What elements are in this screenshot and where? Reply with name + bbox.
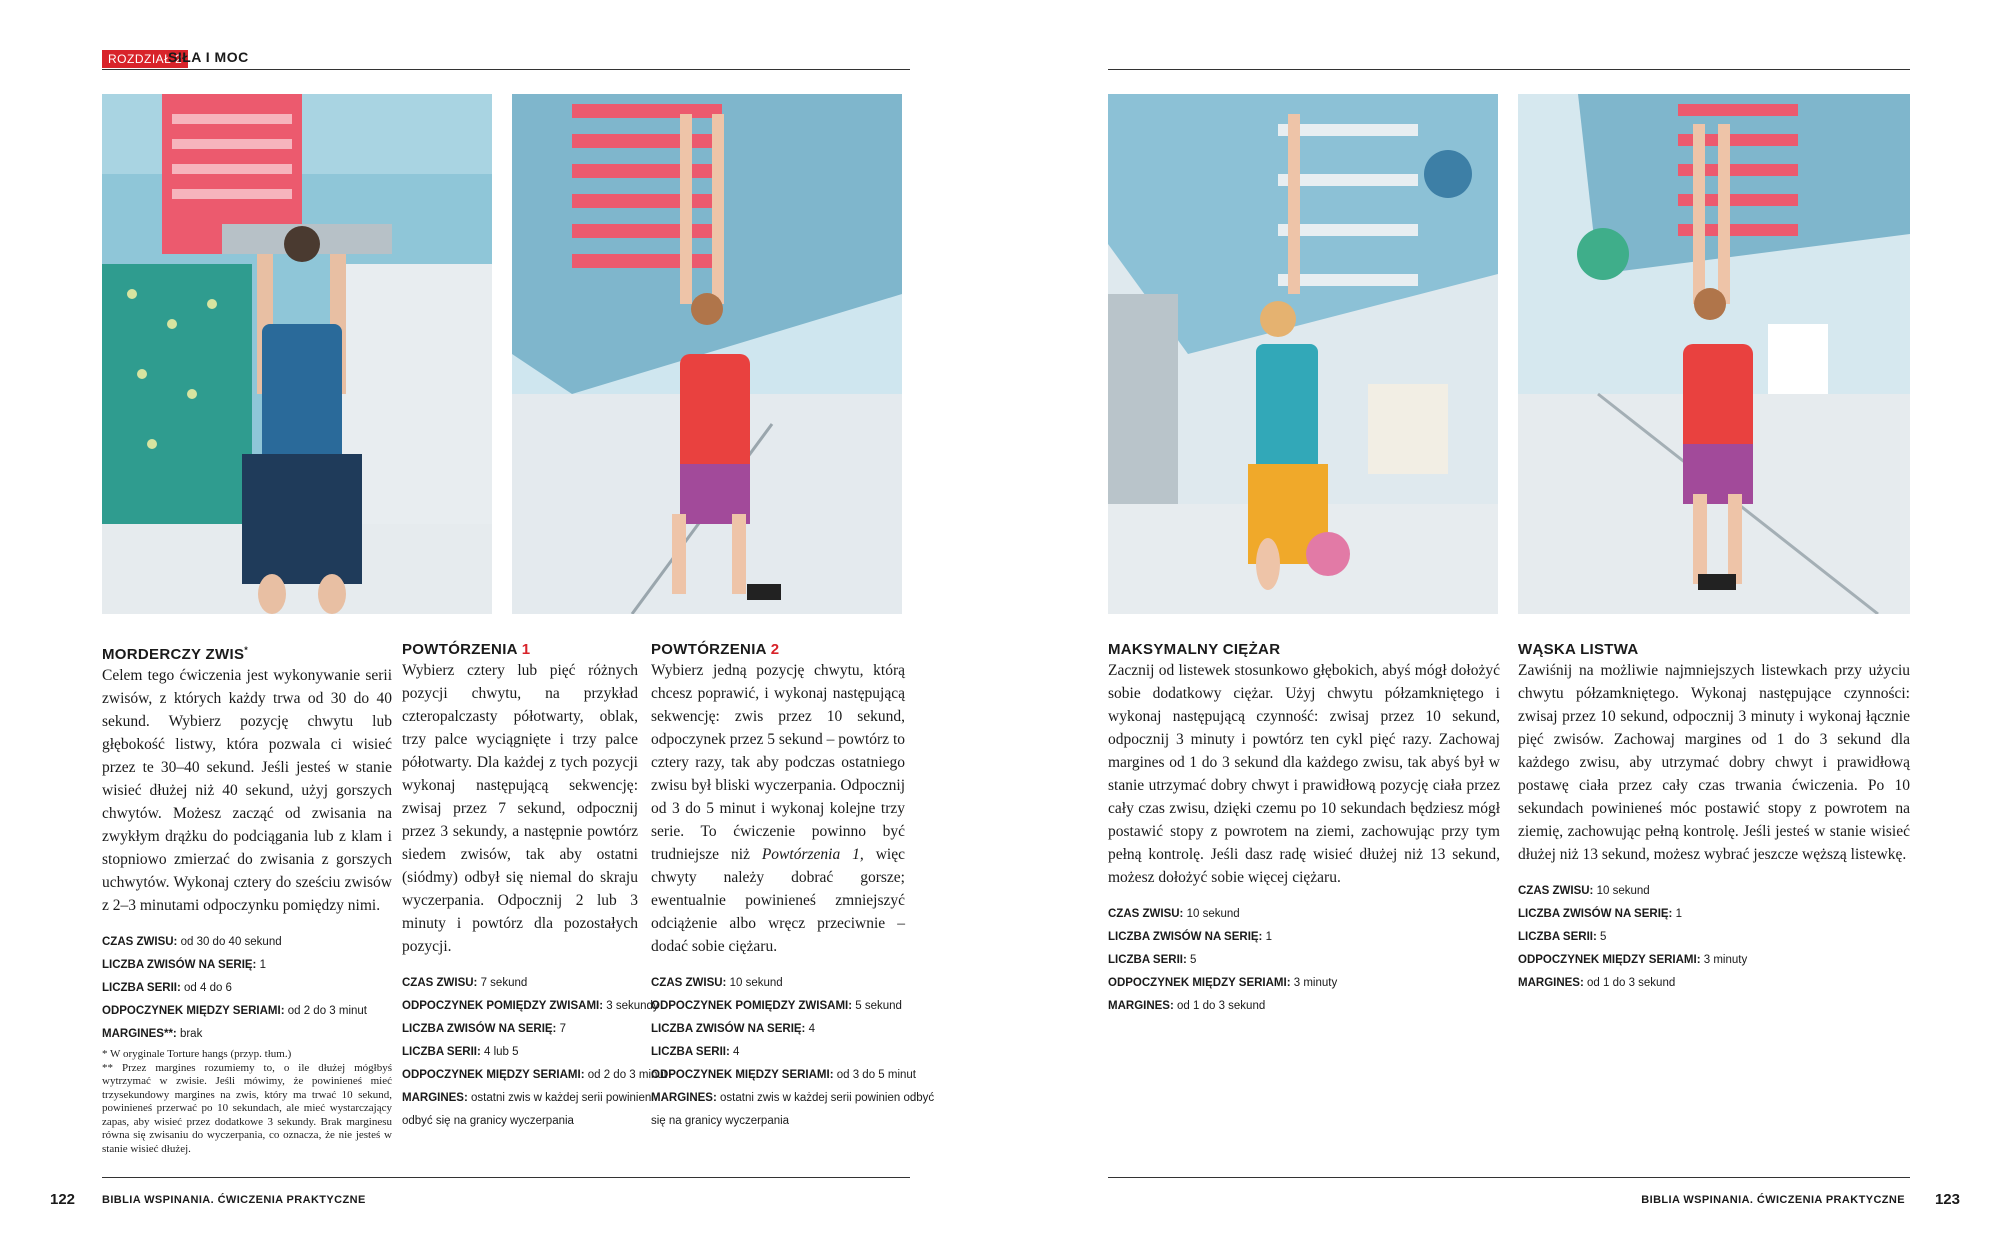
exercise-body: Wybierz jedną pozycję chwytu, którą chcesz poprawić, i wykonaj następującą sekwencję: zwis przez 10 sekund, odpoczynek przez 5 sekund – powtórz to cztery razy, tak aby podczas ostatniego zwisu był bliski wyczerpania. Odpocznij od 3 do 5 minut i wykonaj kolejne trzy serie. To ćwiczenie powinno być trudniejsze niż Powtórzenia 1, więc chwyty należy dobrać gorsze; ewentualnie powinieneś zmniejszyć odciążenie albo wręcz przeciwnie – dodać sobie ciężaru. [651,662,905,955]
header-rule-right [1108,69,1910,70]
footer-rule-right [1108,1177,1910,1178]
photo-maksymalny-ciezar [1108,94,1498,614]
exercise-waska-listwa [1518,641,1910,995]
exercise-specs: CZAS ZWISU: 7 sekund ODPOCZYNEK POMIĘDZY ZWISAMI: 3 sekundy LICZBA ZWISÓW NA SERIĘ: 7 LICZBA SERII: 4 lub 5 ODPOCZYNEK MIĘDZY SERIAMI: od 2 do 3 minut MARGINES: ostatni zwis w każdej serii powinien odbyć się na granicy wyczerpania [402,977,668,1127]
exercise-title: MORDERCZY ZWIS* [102,645,249,663]
footnote-1: * W oryginale Torture hangs (przyp. tłum.) [102,1048,292,1060]
exercise-powtorzenia-1 [402,641,668,1133]
photo-waska-listwa [1518,94,1910,614]
exercise-title: POWTÓRZENIA 1 [402,641,531,658]
chapter-tag: ROZDZIAŁ 2 [102,50,188,68]
exercise-powtorzenia-2 [651,641,935,1133]
footer-rule-left [102,1177,910,1178]
running-title-left: BIBLIA WSPINANIA. ĆWICZENIA PRAKTYCZNE [102,1194,366,1206]
photo-morderczy-zwis [102,94,492,614]
exercise-morderczy-zwis [102,641,392,1156]
page-number-left: 122 [50,1191,76,1208]
exercise-body: Zacznij od listewek stosunkowo głębokich, abyś mógł dołożyć sobie dodatkowy ciężar. Użyj chwytu półzamkniętego i wykonaj następującą czynność: zwisaj przez 10 sekund, odpocznij 3 minuty i powtórz ten cykl pięć razy. Zachowaj margines od 1 do 3 sekund dla każdego zwisu, tak abyś był w stanie utrzymać dobry chwyt i prawidłową pozycję ciała przez cały czas zwisu, dzięki czemu po 10 sekundach będziesz mógł postawić stopy z powrotem na ziemi, zachowując przy tym pełną kontrolę. Jeśli dasz radę wisieć dłużej niż 13 sekund, możesz dołożyć sobie więcej ciężaru. [1108,662,1500,886]
photo-powtorzenia-1 [512,94,902,614]
chapter-title: SIŁA I MOC [168,49,249,65]
exercise-maksymalny-ciezar [1108,641,1500,1018]
header-rule-left [102,69,910,70]
exercise-body: Celem tego ćwiczenia jest wykonywanie serii zwisów, z których każdy trwa od 30 do 40 sekund. Wybierz pozycję chwytu lub głębokość listwy, która pozwala ci wisieć przez te 30–40 sekund. Jeśli jesteś w stanie wisieć dłużej niż 40 sekund, użyj gorszych chwytów. Możesz zacząć od zwisania na zwykłym drążku do podciągania lub z klam i stopniowo zmierzać do zwisania z gorszych uchwytów. Wykonaj cztery do sześciu zwisów z 2–3 minutami odpoczynku pomiędzy nimi. [102,667,392,914]
footnotes [102,1048,392,1156]
exercise-title: MAKSYMALNY CIĘŻAR [1108,641,1281,658]
exercise-specs: CZAS ZWISU: 10 sekund LICZBA ZWISÓW NA SERIĘ: 1 LICZBA SERII: 5 ODPOCZYNEK MIĘDZY SERIAMI: 3 minuty MARGINES: od 1 do 3 sekund [1518,885,1748,989]
exercise-title: POWTÓRZENIA 2 [651,641,780,658]
page-number-right: 123 [1934,1191,1960,1208]
footnote-2: ** Przez margines rozumiemy to, o ile dłużej mógłbyś wytrzymać w zwisie. Jeśli mówimy, że powinieneś mieć trzysekundowy margines na zwis, który ma trwać 10 sekund, powinieneś przerwać po 10 sekundach, ale mieć wystarczający zapas, aby wisieć przez dodatkowe 3 sekundy. Brak marginesu równa się zwisaniu do wyczerpania, co oznacza, że nie jesteś w stanie wisieć dłużej. [102,1061,392,1155]
exercise-specs: CZAS ZWISU: 10 sekund ODPOCZYNEK POMIĘDZY ZWISAMI: 5 sekund LICZBA ZWISÓW NA SERIĘ: 4 LICZBA SERII: 4 ODPOCZYNEK MIĘDZY SERIAMI: od 3 do 5 minut MARGINES: ostatni zwis w każdej serii powinien odbyć się na granicy wyczerpania [651,977,935,1127]
running-title-right: BIBLIA WSPINANIA. ĆWICZENIA PRAKTYCZNE [1641,1194,1905,1206]
exercise-specs: CZAS ZWISU: od 30 do 40 sekund LICZBA ZWISÓW NA SERIĘ: 1 LICZBA SERII: od 4 do 6 ODPOCZYNEK MIĘDZY SERIAMI: od 2 do 3 minut MARGINES**: brak [102,936,368,1040]
exercise-body: Wybierz cztery lub pięć różnych pozycji chwytu, na przykład czteropalczasty półotwarty, oblak, trzy palce wyciągnięte i trzy palce półotwarty. Dla każdej z tych pozycji wykonaj następującą sekwencję: zwisaj przez 7 sekund, odpocznij przez 3 sekundy, a następnie powtórz siedem zwisów, tak aby ostatni (siódmy) odbył się niemal do skraju wyczerpania. Odpocznij 2 lub 3 minuty i powtórz dla pozostałych pozycji. [402,662,638,955]
exercise-body: Zawiśnij na możliwie najmniejszych listewkach przy użyciu chwytu półzamkniętego. Wykonaj następujące czynności: zwisaj przez 10 sekund, odpocznij 3 minuty i wykonaj łącznie pięć zwisów. Zachowaj margines od 1 do 3 sekund dla każdego zwisu, aby utrzymać dobry chwyt i prawidłową postawę ciała przez cały czas trwania ćwiczenia. Po 10 sekundach powinieneś móc postawić stopy z powrotem na ziemię, zachowując pełną kontrolę. Jeśli jesteś w stanie wisieć dłużej niż 13 sekund, możesz wybrać jeszcze węższą listewkę. [1518,662,1910,863]
exercise-specs: CZAS ZWISU: 10 sekund LICZBA ZWISÓW NA SERIĘ: 1 LICZBA SERII: 5 ODPOCZYNEK MIĘDZY SERIAMI: 3 minuty MARGINES: od 1 do 3 sekund [1108,908,1338,1012]
exercise-title: WĄSKA LISTWA [1518,641,1639,658]
